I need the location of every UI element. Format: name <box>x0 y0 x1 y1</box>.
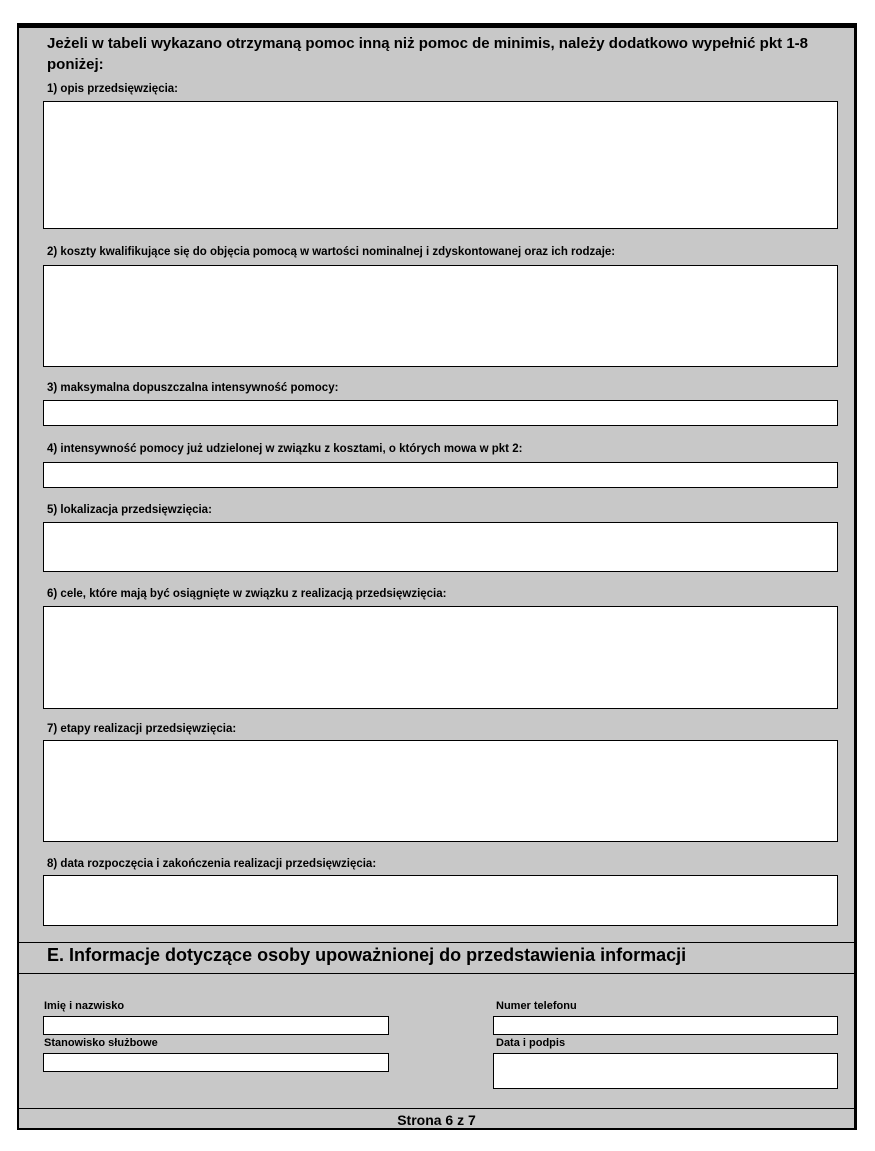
label-stanowisko: Stanowisko służbowe <box>44 1037 158 1049</box>
label-intensywnosc-udzielona: 4) intensywność pomocy już udzielonej w związku z kosztami, o których mowa w pkt 2: <box>47 443 523 455</box>
label-imie-nazwisko: Imię i nazwisko <box>44 1000 125 1012</box>
field-data-realizacji[interactable] <box>43 875 838 926</box>
label-data-podpis: Data i podpis <box>496 1037 566 1049</box>
section-divider-top <box>19 942 854 943</box>
label-cele: 6) cele, które mają być osiągnięte w związku z realizacją przedsięwzięcia: <box>47 588 447 600</box>
label-data-realizacji: 8) data rozpoczęcia i zakończenia realizacji przedsięwzięcia: <box>47 858 377 870</box>
label-opis: 1) opis przedsięwzięcia: <box>47 83 179 95</box>
field-intensywnosc-udzielona[interactable] <box>43 462 838 488</box>
field-stanowisko[interactable] <box>43 1053 389 1072</box>
intro-text: Jeżeli w tabeli wykazano otrzymaną pomoc inną niż pomoc de minimis, należy dodatkowo wypełnić pkt 1-8 poniżej: <box>47 35 809 73</box>
label-koszty: 2) koszty kwalifikujące się do objęcia pomocą w wartości nominalnej i zdyskontowanej oraz ich rodzaje: <box>47 246 616 258</box>
field-etapy[interactable] <box>43 740 838 842</box>
top-border <box>17 23 857 28</box>
section-divider-bottom <box>19 973 854 974</box>
label-max-intensywnosc: 3) maksymalna dopuszczalna intensywność pomocy: <box>47 382 339 394</box>
field-data-podpis[interactable] <box>493 1053 838 1089</box>
field-lokalizacja[interactable] <box>43 522 838 572</box>
label-lokalizacja: 5) lokalizacja przedsięwzięcia: <box>47 504 212 516</box>
section-e-title: E. Informacje dotyczące osoby upoważnionej do przedstawienia informacji <box>47 945 687 965</box>
page-number: Strona 6 z 7 <box>397 1112 476 1128</box>
field-opis[interactable] <box>43 101 838 229</box>
field-imie-nazwisko[interactable] <box>43 1016 389 1035</box>
footer-divider <box>19 1108 854 1109</box>
field-cele[interactable] <box>43 606 838 709</box>
label-etapy: 7) etapy realizacji przedsięwzięcia: <box>47 723 237 735</box>
label-numer-telefonu: Numer telefonu <box>496 1000 577 1012</box>
field-max-intensywnosc[interactable] <box>43 400 838 426</box>
field-koszty[interactable] <box>43 265 838 367</box>
field-numer-telefonu[interactable] <box>493 1016 838 1035</box>
